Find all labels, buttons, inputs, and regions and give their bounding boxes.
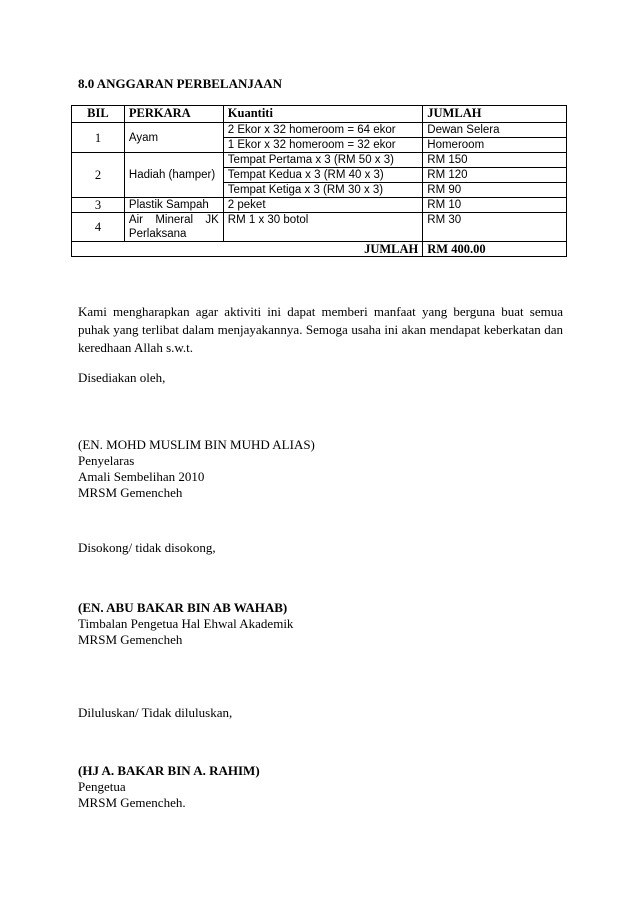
table-row	[72, 198, 567, 213]
supported-name: (EN. ABU BAKAR BIN AB WAHAB)	[78, 600, 288, 615]
cell-jumlah: RM 30	[423, 213, 567, 242]
cell-kuantiti: 1 Ekor x 32 homeroom = 32 ekor	[223, 138, 422, 153]
supported-label: Disokong/ tidak disokong,	[78, 540, 216, 555]
table-row	[72, 213, 567, 242]
cell-jumlah: Dewan Selera	[423, 123, 567, 138]
cell-kuantiti: 2 Ekor x 32 homeroom = 64 ekor	[223, 123, 422, 138]
supported-role: Timbalan Pengetua Hal Ehwal Akademik	[78, 616, 294, 631]
cell-kuantiti: Tempat Kedua x 3 (RM 40 x 3)	[223, 168, 422, 183]
approved-name: (HJ A. BAKAR BIN A. RAHIM)	[78, 763, 260, 778]
prepared-role: Penyelaras	[78, 453, 135, 468]
cell-perkara: Hadiah (hamper)	[124, 153, 223, 198]
header-bil: BIL	[72, 106, 125, 123]
cell-jumlah: RM 150	[423, 153, 567, 168]
cell-bil: 2	[72, 153, 125, 198]
cell-jumlah: Homeroom	[423, 138, 567, 153]
table-header-row	[72, 106, 567, 123]
prepared-signature-block	[78, 437, 315, 501]
cell-bil: 3	[72, 198, 125, 213]
cell-jumlah: RM 120	[423, 168, 567, 183]
cell-jumlah: RM 90	[423, 183, 567, 198]
total-value: RM 400.00	[423, 242, 567, 257]
table-row	[72, 123, 567, 138]
cell-kuantiti: RM 1 x 30 botol	[223, 213, 422, 242]
approved-label: Diluluskan/ Tidak diluluskan,	[78, 705, 233, 720]
cell-perkara: Plastik Sampah	[124, 198, 223, 213]
header-perkara: PERKARA	[124, 106, 223, 123]
cell-bil: 4	[72, 213, 125, 242]
prepared-org: MRSM Gemencheh	[78, 485, 183, 500]
cell-kuantiti: Tempat Ketiga x 3 (RM 30 x 3)	[223, 183, 422, 198]
prepared-label: Disediakan oleh,	[78, 370, 166, 385]
closing-paragraph: Kami mengharapkan agar aktiviti ini dapat memberi manfaat yang berguna buat semua puhak yang terlibat dalam menjayakannya. Semoga usaha ini akan mendapat keberkatan dan keredhaan Allah s.w.t.	[78, 304, 563, 355]
total-label: JUMLAH	[72, 242, 423, 257]
cell-kuantiti: 2 peket	[223, 198, 422, 213]
cell-perkara: Air Mineral JK Perlaksana	[124, 213, 223, 242]
table-total-row	[72, 242, 567, 257]
cell-perkara: Ayam	[124, 123, 223, 153]
cell-bil: 1	[72, 123, 125, 153]
cell-kuantiti: Tempat Pertama x 3 (RM 50 x 3)	[223, 153, 422, 168]
supported-org: MRSM Gemencheh	[78, 632, 183, 647]
supported-signature-block	[78, 600, 293, 648]
table-row	[72, 153, 567, 168]
approved-role: Pengetua	[78, 779, 126, 794]
section-heading: 8.0 ANGGARAN PERBELANJAAN	[78, 76, 283, 91]
prepared-name: (EN. MOHD MUSLIM BIN MUHD ALIAS)	[78, 437, 315, 452]
header-jumlah: JUMLAH	[423, 106, 567, 123]
budget-table	[71, 105, 567, 257]
header-kuantiti: Kuantiti	[223, 106, 422, 123]
prepared-event: Amali Sembelihan 2010	[78, 469, 205, 484]
approved-org: MRSM Gemencheh.	[78, 795, 186, 810]
approved-signature-block	[78, 763, 260, 811]
cell-jumlah: RM 10	[423, 198, 567, 213]
